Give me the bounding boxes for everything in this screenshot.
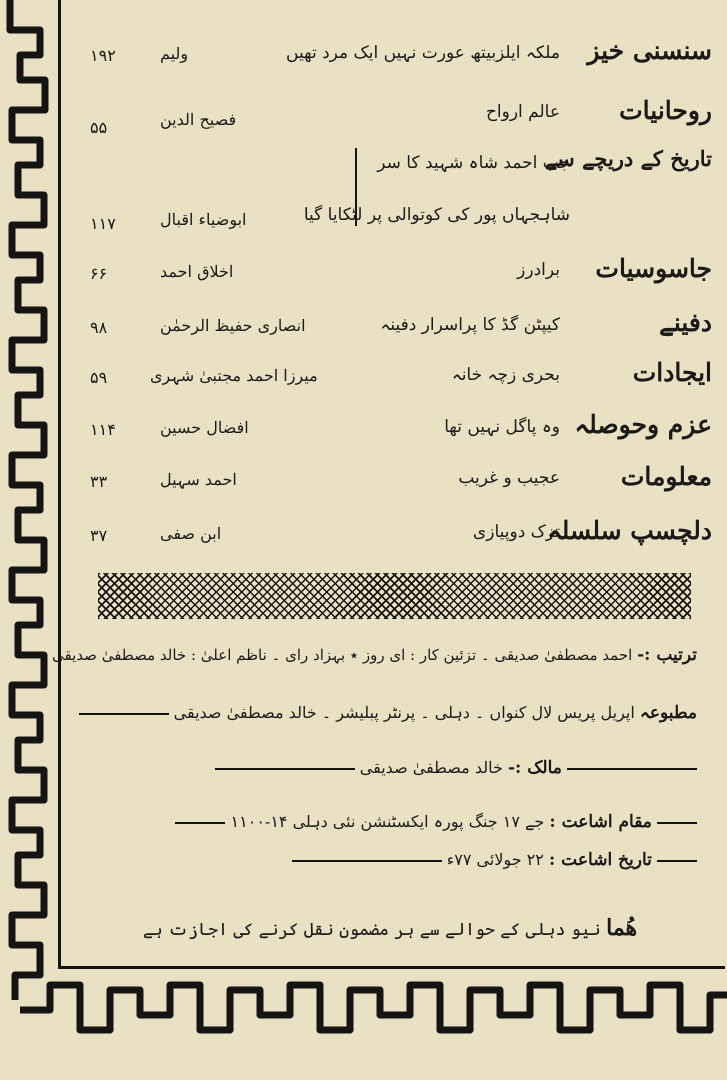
toc-row <box>70 516 720 560</box>
toc-title: بحری زچہ خانہ <box>451 365 560 385</box>
toc-title: تزک دوپیازی <box>472 522 560 542</box>
toc-row <box>70 96 720 140</box>
toc-title: عالم ارواح <box>485 102 560 122</box>
credits-owner <box>77 758 697 778</box>
toc-page-number: ۱۹۲ <box>90 46 116 65</box>
toc-row <box>70 410 720 454</box>
toc-author: فصیح الدین <box>160 110 237 129</box>
toc-category: روحانیات <box>619 96 712 125</box>
toc-page-number: ۵۵ <box>90 118 108 137</box>
fill-rule <box>567 768 697 770</box>
credits-arrangement-text: احمد مصطفیٰ صدیقی ۔ تزئین کار : ای روز ٭ بہزاد رای ۔ ناظم اعلیٰ : خالد مصطفیٰ صدیقی <box>52 646 633 664</box>
toc-author: انصاری حفیظ الرحمٰن <box>160 316 306 335</box>
toc-author: احمد سہیل <box>160 470 237 489</box>
toc-row <box>70 358 720 402</box>
toc-category: دفینے <box>659 308 712 337</box>
toc-title: ملکہ ایلزبیتھ عورت نہیں ایک مرد تھیں <box>286 43 560 63</box>
toc-category: ایجادات <box>632 358 712 387</box>
toc-author: ابن صفی <box>160 524 222 543</box>
toc-category: جاسوسیات <box>595 254 712 283</box>
toc-title: شاہجہاں پور کی کوتوالی پر لٹکایا گیا <box>303 205 570 225</box>
toc-page-number: ۹۸ <box>90 318 108 337</box>
credits-owner-label: مالک :- <box>507 758 562 778</box>
toc-page-number: ۱۱۷ <box>90 214 116 233</box>
toc-row <box>70 462 720 506</box>
toc-author: اخلاق احمد <box>160 262 234 281</box>
toc-title: عجیب و غریب <box>458 468 560 488</box>
toc-category: تاریخ کے دریچے سے <box>544 146 712 171</box>
toc-title: کیپٹن گڈ کا پراسرار دفینہ <box>380 315 560 335</box>
toc-category: معلومات <box>620 462 712 491</box>
fill-rule <box>215 768 355 770</box>
toc-row <box>70 146 720 190</box>
fill-rule <box>79 713 169 715</box>
toc-author: افضال حسین <box>160 418 249 437</box>
credits-owner-text: خالد مصطفیٰ صدیقی <box>359 758 503 777</box>
toc-page-number: ۵۹ <box>90 368 108 387</box>
toc-category: عزم وحوصلہ <box>574 410 712 439</box>
reprint-notice-text: نیو دہلی کے حوالے سے ہر مضمون نقل کرنے کی اجازت ہے <box>142 920 601 940</box>
toc-title: جب احمد شاہ شہید کا سر <box>377 153 570 173</box>
credits-printed-text: اپریل پریس لال کنواں ۔ دہلی ۔ پرنٹر پبلیشر ۔ خالد مصطفیٰ صدیقی <box>173 703 635 722</box>
toc-category: دلچسپ سلسلہ <box>547 516 712 545</box>
reprint-notice <box>140 915 640 941</box>
credits-place <box>77 812 697 832</box>
bottom-border-pattern <box>20 985 727 1030</box>
toc-category: سنسنی خیز <box>587 36 712 65</box>
fill-rule <box>175 822 225 824</box>
toc-page-number: ۳۳ <box>90 472 108 491</box>
credits-arrangement <box>52 645 697 665</box>
fill-rule <box>657 822 697 824</box>
toc-page-number: ۳۷ <box>90 526 108 545</box>
toc-page-number: ۶۶ <box>90 264 108 283</box>
credits-place-label: مقام اشاعت : <box>549 812 652 832</box>
credits-date-text: ۲۲ جولائی ۷۷ء <box>446 850 544 869</box>
credits-date <box>77 850 697 870</box>
toc-row <box>70 198 720 242</box>
left-border-pattern <box>10 0 45 1000</box>
toc-author: ولیم <box>160 44 189 63</box>
toc-row <box>70 36 720 80</box>
toc-title: وہ پاگل نہیں تھا <box>444 417 560 437</box>
toc-author: ابوضیاء اقبال <box>160 210 247 229</box>
toc-page-number: ۱۱۴ <box>90 420 116 439</box>
fill-rule <box>292 860 442 862</box>
credits-place-text: جے ۱۷ جنگ پورہ ایکسٹنشن نئی دہلی ۱۴-۱۱۰۰ <box>230 812 545 831</box>
fill-rule <box>657 860 697 862</box>
magazine-name: ھُما <box>606 915 638 941</box>
crosshatch-divider <box>98 573 691 619</box>
credits-printed <box>77 702 697 723</box>
toc-row <box>70 308 720 352</box>
credits-arrangement-label: ترتیب :- <box>637 645 697 665</box>
credits-printed-label: مطبوعہ <box>639 703 697 723</box>
credits-date-label: تاریخ اشاعت : <box>548 850 652 870</box>
toc-row <box>70 254 720 298</box>
toc-author: میرزا احمد مجتبیٰ شہری <box>150 366 318 385</box>
toc-title: برادرز <box>517 260 560 280</box>
